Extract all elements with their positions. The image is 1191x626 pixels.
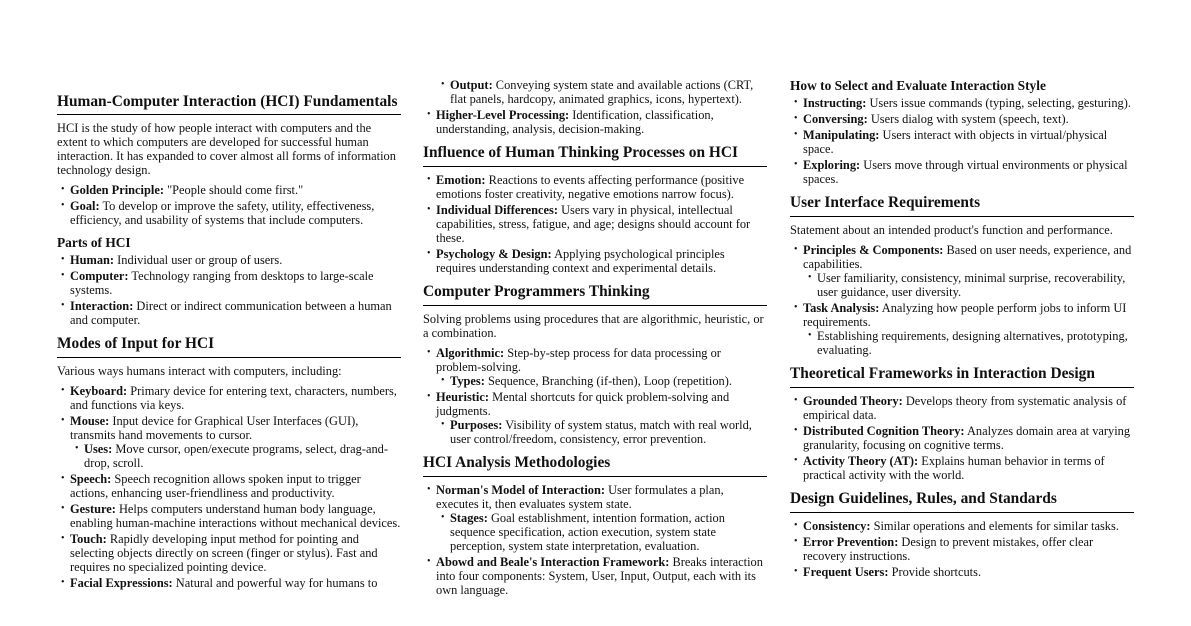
item-text: Goal establishment, intention formation, action sequence specification, action execution, system state perception, system state interpretation, evaluation. xyxy=(450,511,725,553)
item-text: Users issue commands (typing, selecting, gesturing). xyxy=(866,96,1131,110)
column-1 xyxy=(57,93,401,598)
item-term: Consistency: xyxy=(803,519,871,533)
theory-heading: Theoretical Frameworks in Interaction Design xyxy=(790,365,1134,388)
item-text: Users vary in physical, intellectual capabilities, stress, fatigue, and age; designs should account for these. xyxy=(436,203,751,245)
column-3 xyxy=(790,78,1134,587)
item-text: Natural and powerful way for humans to xyxy=(172,576,378,590)
item-term: Grounded Theory: xyxy=(803,394,903,408)
list-item xyxy=(803,128,1134,156)
item-text: Step-by-step process for data processing or problem-solving. xyxy=(436,346,721,374)
top-list xyxy=(423,78,767,136)
uir-heading: User Interface Requirements xyxy=(790,194,1134,217)
item-text: Move cursor, open/execute programs, select, drag-and-drop, scroll. xyxy=(84,442,388,470)
list-item xyxy=(436,247,767,275)
list-item xyxy=(803,394,1134,422)
item-text: Identification, classification, understanding, analysis, decision-making. xyxy=(436,108,714,136)
list-item xyxy=(803,565,1134,579)
item-text: Users dialog with system (speech, text). xyxy=(867,112,1069,126)
list-item xyxy=(70,502,401,530)
list-item xyxy=(70,414,401,470)
list-item xyxy=(450,374,767,388)
list-item xyxy=(70,384,401,412)
item-term: Uses: xyxy=(84,442,113,456)
modes-intro: Various ways humans interact with computers, including: xyxy=(57,364,342,378)
item-term: Human: xyxy=(70,253,115,267)
list-item xyxy=(436,173,767,201)
sub-list xyxy=(70,442,401,470)
sub-list xyxy=(436,418,767,446)
item-term: Golden Principle: xyxy=(70,183,164,197)
item-term: Algorithmic: xyxy=(436,346,505,360)
list-item xyxy=(803,519,1134,533)
sub-list xyxy=(803,329,1134,357)
list-item xyxy=(436,203,767,245)
item-text: Analyzes domain area at varying granularity, focusing on cognitive terms. xyxy=(803,424,1131,452)
item-text: Input device for Graphical User Interfaces (GUI), transmits hand movements to cursor. xyxy=(70,414,359,442)
item-text: Similar operations and elements for similar tasks. xyxy=(870,519,1119,533)
list-item xyxy=(70,253,401,267)
item-text: Develops theory from systematic analysis of empirical data. xyxy=(803,394,1127,422)
list-item xyxy=(70,576,401,590)
item-text: Helps computers understand human body language, enabling human-machine interactions without mechanical devices. xyxy=(70,502,401,530)
item-text: Reactions to events affecting performance (positive emotions foster creativity, negative emotions narrow focus). xyxy=(436,173,745,201)
item-text: To develop or improve the safety, utility, effectiveness, efficiency, and usability of systems that include computers. xyxy=(70,199,375,227)
item-term: Computer: xyxy=(70,269,129,283)
uir-intro: Statement about an intended product's function and performance. xyxy=(790,223,1113,237)
style-heading: How to Select and Evaluate Interaction Style xyxy=(790,78,1046,93)
item-term: Task Analysis: xyxy=(803,301,880,315)
item-term: Conversing: xyxy=(803,112,868,126)
item-term: Keyboard: xyxy=(70,384,128,398)
item-term: Higher-Level Processing: xyxy=(436,108,570,122)
item-text: Conveying system state and available actions (CRT, flat panels, hardcopy, animated graphics, icons, hypertext). xyxy=(450,78,754,106)
list-item xyxy=(450,511,767,553)
thinking-list xyxy=(423,173,767,275)
list-item xyxy=(803,301,1134,357)
programmers-intro: Solving problems using procedures that are algorithmic, heuristic, or a combination. xyxy=(423,312,764,340)
list-item xyxy=(436,108,767,136)
item-text: Visibility of system status, match with real world, user control/freedom, consistency, error prevention. xyxy=(450,418,752,446)
list-item xyxy=(817,329,1134,357)
item-text: User familiarity, consistency, minimal surprise, recoverability, user guidance, user diversity. xyxy=(817,271,1126,299)
list-item xyxy=(450,78,767,106)
item-term: Principles & Components: xyxy=(803,243,944,257)
sub-list xyxy=(803,271,1134,299)
item-text: Individual user or group of users. xyxy=(114,253,283,267)
item-term: Interaction: xyxy=(70,299,134,313)
list-item xyxy=(70,532,401,574)
item-text: Mental shortcuts for quick problem-solving and judgments. xyxy=(436,390,730,418)
item-term: Psychology & Design: xyxy=(436,247,552,261)
item-text: Sequence, Branching (if-then), Loop (repetition). xyxy=(484,374,732,388)
item-term: Distributed Cognition Theory: xyxy=(803,424,965,438)
item-text: Explains human behavior in terms of practical activity with the world. xyxy=(803,454,1105,482)
analysis-heading: HCI Analysis Methodologies xyxy=(423,454,767,477)
list-item xyxy=(803,158,1134,186)
item-text: Applying psychological principles requires understanding context and experimental details. xyxy=(436,247,725,275)
item-text: User formulates a plan, executes it, then evaluates system state. xyxy=(436,483,724,511)
list-item xyxy=(803,454,1134,482)
list-item xyxy=(817,271,1134,299)
item-term: Goal: xyxy=(70,199,100,213)
list-item xyxy=(84,442,401,470)
list-item xyxy=(436,390,767,446)
item-term: Output: xyxy=(450,78,493,92)
list-item xyxy=(436,483,767,553)
list-item xyxy=(70,199,401,227)
item-term: Norman's Model of Interaction: xyxy=(436,483,605,497)
item-term: Manipulating: xyxy=(803,128,880,142)
modes-list xyxy=(57,384,401,590)
list-item xyxy=(803,535,1134,563)
list-item xyxy=(70,299,401,327)
column-2 xyxy=(423,78,767,605)
item-text: Users move through virtual environments or physical spaces. xyxy=(803,158,1128,186)
item-term: Facial Expressions: xyxy=(70,576,173,590)
list-item xyxy=(436,346,767,388)
item-text: Design to prevent mistakes, offer clear recovery instructions. xyxy=(803,535,1094,563)
intro-list xyxy=(57,183,401,227)
item-term: Activity Theory (AT): xyxy=(803,454,919,468)
item-text: Technology ranging from desktops to large-scale systems. xyxy=(70,269,374,297)
item-term: Instructing: xyxy=(803,96,867,110)
item-term: Frequent Users: xyxy=(803,565,889,579)
item-term: Gesture: xyxy=(70,502,116,516)
list-item xyxy=(450,418,767,446)
programmers-heading: Computer Programmers Thinking xyxy=(423,283,767,306)
item-text: "People should come first." xyxy=(163,183,304,197)
parts-heading: Parts of HCI xyxy=(57,235,131,250)
analysis-list xyxy=(423,483,767,597)
item-text: Based on user needs, experience, and capabilities. xyxy=(803,243,1132,271)
item-text: Analyzing how people perform jobs to inform UI requirements. xyxy=(803,301,1127,329)
item-text: Speech recognition allows spoken input to trigger actions, enhancing user-friendliness and productivity. xyxy=(70,472,361,500)
item-text: Rapidly developing input method for pointing and selecting objects directly on screen (finger or stylus). Fast and requires no specialized pointing device. xyxy=(70,532,378,574)
item-term: Speech: xyxy=(70,472,112,486)
intro-paragraph: HCI is the study of how people interact with computers and the extent to which computers are developed for successful human interaction. It has expanded to cover almost all forms of information technology design. xyxy=(57,121,396,177)
theory-list xyxy=(790,394,1134,482)
style-list xyxy=(790,96,1134,186)
item-text: Direct or indirect communication between a human and computer. xyxy=(70,299,392,327)
thinking-heading: Influence of Human Thinking Processes on HCI xyxy=(423,144,767,167)
item-term: Mouse: xyxy=(70,414,110,428)
item-term: Abowd and Beale's Interaction Framework: xyxy=(436,555,670,569)
modes-heading: Modes of Input for HCI xyxy=(57,335,401,358)
item-term: Types: xyxy=(450,374,485,388)
item-text: Breaks interaction into four components: System, User, Input, Output, each with its own language. xyxy=(436,555,763,597)
item-term: Touch: xyxy=(70,532,107,546)
sub-list xyxy=(436,374,767,388)
item-term: Emotion: xyxy=(436,173,486,187)
design-heading: Design Guidelines, Rules, and Standards xyxy=(790,490,1134,513)
item-term: Stages: xyxy=(450,511,488,525)
list-item xyxy=(803,424,1134,452)
list-item xyxy=(70,183,401,197)
item-term: Purposes: xyxy=(450,418,503,432)
list-item xyxy=(436,555,767,597)
page-title: Human-Computer Interaction (HCI) Fundamentals xyxy=(57,93,401,115)
item-text: Primary device for entering text, characters, numbers, and functions via keys. xyxy=(70,384,397,412)
item-term: Heuristic: xyxy=(436,390,489,404)
list-item xyxy=(70,472,401,500)
list-item xyxy=(803,96,1134,110)
item-text: Users interact with objects in virtual/physical space. xyxy=(803,128,1108,156)
parts-list xyxy=(57,253,401,327)
list-item xyxy=(803,112,1134,126)
sub-list xyxy=(436,511,767,553)
programmers-list xyxy=(423,346,767,446)
item-text: Establishing requirements, designing alternatives, prototyping, evaluating. xyxy=(817,329,1128,357)
item-term: Error Prevention: xyxy=(803,535,899,549)
item-text: Provide shortcuts. xyxy=(888,565,982,579)
item-term: Individual Differences: xyxy=(436,203,558,217)
uir-list xyxy=(790,243,1134,357)
list-item xyxy=(70,269,401,297)
design-list xyxy=(790,519,1134,579)
list-item xyxy=(803,243,1134,299)
item-term: Exploring: xyxy=(803,158,861,172)
